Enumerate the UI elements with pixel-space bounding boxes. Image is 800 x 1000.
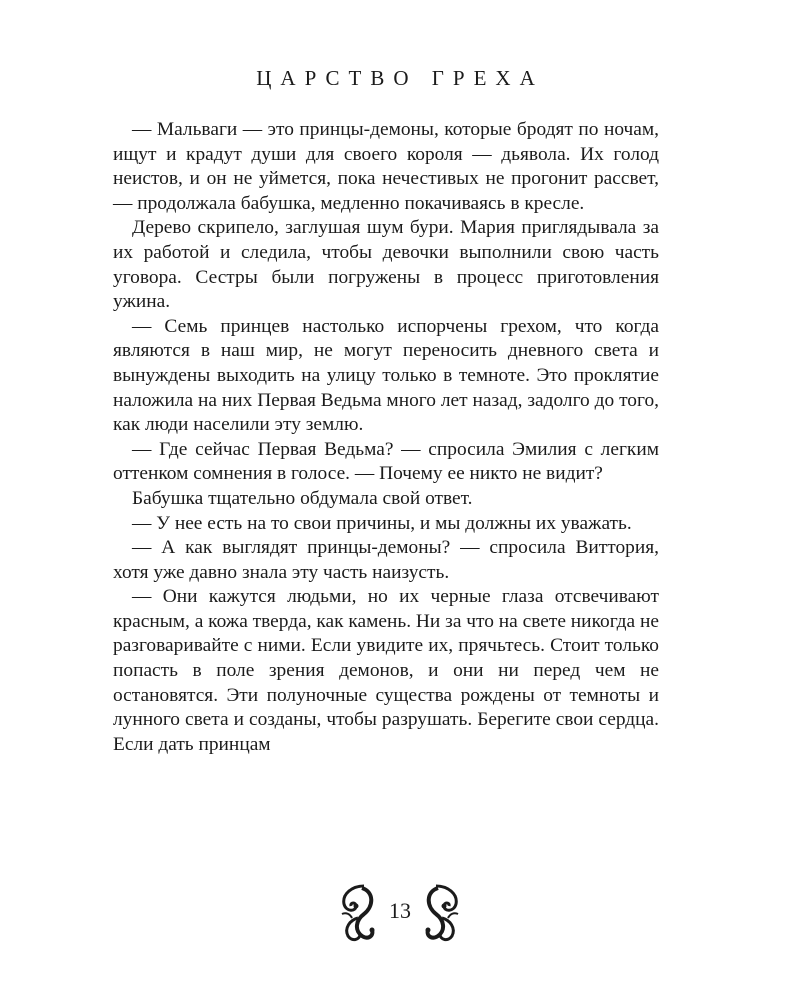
running-title: ЦАРСТВО ГРЕХА — [256, 66, 544, 90]
paragraph: — А как выглядят принцы-демоны? — спросила Виттория, хотя уже давно знала эту часть наизусть. — [113, 537, 659, 583]
body-text — [113, 118, 659, 757]
paragraph: — Семь принцев настолько испорчены грехом, что когда являются в наш мир, не могут переносить дневного света и вынуждены выходить на улицу только в темноте. Это проклятие наложила на них Первая Ведьма много лет назад, задолго до того, как люди населили эту землю. — [113, 315, 659, 436]
paragraph: — У нее есть на то свои причины, и мы должны их уважать. — [132, 512, 632, 534]
paragraph: Дерево скрипело, заглушая шум бури. Мария приглядывала за их работой и следила, чтобы девочки выполнили свою часть уговора. Сестры были погружены в процесс приготовления ужина. — [113, 217, 659, 313]
paragraph: — Они кажутся людьми, но их черные глаза отсвечивают красным, а кожа тверда, как камень. Ни за что на свете никогда не разговаривайте с ними. Если увидите их, прячьтесь. Стоит только попасть в поле зрения демонов, и они ни перед чем не остановятся. Эти полуночные существа рождены от темноты и лунного света и созданы, чтобы разрушать. Берегите свои сердца. Если дать принцам — [113, 586, 659, 755]
page-number: 13 — [389, 898, 411, 923]
paragraph: — Где сейчас Первая Ведьма? — спросила Эмилия с легким оттенком сомнения в голосе. — Почему ее никто не видит? — [113, 438, 659, 485]
page-number-ornament — [334, 878, 466, 946]
paragraph: Бабушка тщательно обдумала свой ответ. — [132, 487, 473, 509]
paragraph: — Мальваги — это принцы-демоны, которые бродят по ночам, ищут и крадут души для своего короля — дьявола. Их голод неистов, и он не уймется, пока нечестивых не прогонит рассвет, — продолжала бабушка, медленно покачиваясь в кресле. — [113, 119, 659, 214]
